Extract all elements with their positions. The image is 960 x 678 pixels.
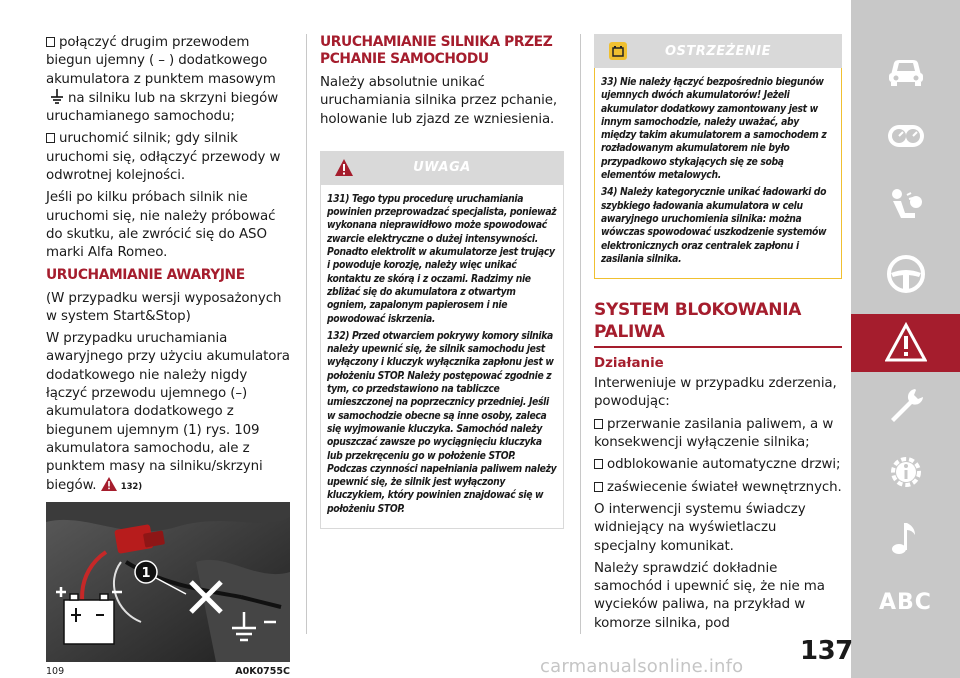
- caution-box: [320, 151, 564, 529]
- warning-131: 131) Tego typu procedurę uruchamiania powinien przeprowadzać specjalista, ponieważ wykonana nieprawidłowo może spowodować zwarcie elektryczne o dużej intensywności. Ponadto elektrolit w akumulatorze jest trujący i powoduje korozję, należy więc unikać kontaktu ze skórą i z oczami. Radzimy nie zbliżać się do akumulatora z otwartym ogniem, zapalonym papierosem i nie powodować iskrzenia.: [327, 192, 557, 325]
- sidebar-item-technical[interactable]: [851, 446, 960, 498]
- column-3: [594, 34, 842, 637]
- paragraph-intervenes: Interweniuje w przypadku zderzenia, powodując:: [594, 376, 837, 410]
- warning-33: 33) Nie należy łączyć bezpośrednio biegunów ujemnych dwóch akumulatorów! Jeżeli akumulator dodatkowy zamontowany jest w innym samochodzie, należy uważać, aby między takim akumulatorem a samochodem z rozładowanym akumulatorem nie było przypadkowo stykających się ze sobą elementów metalowych.: [601, 76, 827, 182]
- wrench-icon: [885, 385, 927, 427]
- dashboard-icon: [885, 115, 927, 157]
- bullet-fuel: przerwanie zasilania paliwem, a w konsekwencji wyłączenie silnika;: [594, 416, 834, 451]
- caution-label: UWAGA: [413, 160, 471, 176]
- svg-text:1: 1: [141, 565, 151, 581]
- paragraph-retry: Jeśli po kilku próbach silnik nie uruchomi się, nie należy próbować do skutku, ale zwrócić się do ASO marki Alfa Romeo.: [46, 190, 276, 261]
- bullet-box: [46, 133, 55, 143]
- airbag-seat-icon: [885, 185, 927, 227]
- paragraph-connect-ground: połączyć drugim przewodem biegun ujemny ( – ) dodatkowego akumulatora z punktem masowymna silniku lub na skrzyni biegów uruchamianego samochodu;: [46, 35, 279, 125]
- warning-label: OSTRZEŻENIE: [664, 43, 771, 59]
- bullet-doors: odblokowanie automatyczne drzwi;: [594, 456, 842, 474]
- figure-number: 109: [46, 665, 65, 677]
- column-2: [320, 34, 564, 529]
- paragraph-check: Należy sprawdzić dokładnie samochód i upewnić się, że nie ma wycieków paliwa, na przykład w komorze silnika, pod: [594, 560, 825, 631]
- warning-triangle-icon: [101, 477, 117, 491]
- column-divider: [580, 34, 581, 634]
- warning-box: [594, 34, 842, 279]
- sidebar-item-maintenance[interactable]: [851, 380, 960, 432]
- warning-34: 34) Należy kategorycznie unikać ładowarki do szybkiego ładowania akumulatora w celu awaryjnego uruchomienia silnika: można wówczas spowodować uszkodzenie systemów elektronicznych oraz centralek zapłonu i zasilania silnika.: [601, 186, 827, 265]
- index-label: ABC: [879, 589, 932, 615]
- warning-132: 132) Przed otwarciem pokrywy komory silnika należy upewnić się, że silnik samochodu jest wyłączony i kluczyk wyłącznika zapłonu jest w położeniu STOP. Należy postępować zgodnie z tym, co przedstawiono na tabliczce umieszczonej na poprzecznicy przedniej. Jeśli w samochodzie obecne są inne osoby, zaleca się wyjmowanie kluczyka. Samochód należy opuszczać zawsze po wyciągnięciu kluczyka lub przekręceniu go w położenie STOP. Podczas czynności napełniania paliwem należy upewnić się, że silnik jest wyłączony kluczykiem, który powinien znajdować się w położeniu STOP.: [327, 329, 557, 515]
- heading-fuel-cutoff: SYSTEM BLOKOWANIA PALIWA: [594, 300, 802, 343]
- sidebar-item-index[interactable]: [851, 576, 960, 628]
- steering-wheel-icon: [885, 253, 927, 295]
- ground-symbol-icon: [50, 89, 64, 105]
- bullet-lights: zaświecenie świateł wewnętrznych.: [594, 479, 842, 497]
- warning-body: [594, 68, 842, 279]
- sidebar-item-safety[interactable]: [851, 180, 960, 232]
- gear-info-icon: [885, 451, 927, 493]
- bullet-box: [594, 459, 603, 469]
- caution-header: [320, 151, 564, 185]
- heading-emergency-start: URUCHAMIANIE AWARYJNE: [46, 266, 245, 283]
- warning-header: [594, 34, 842, 68]
- bullet-box: [594, 419, 603, 429]
- paragraph-emergency: W przypadku uruchamiania awaryjnego przy użyciu akumulatora dodatkowego nie należy nigdy łączyć przewodu ujemnego (–) akumulatora dodatkowego z biegunem ujemnym (1) rys. 109 akumulatora samochodu, ale z punktem masy na silniku/skrzyni biegów. 132): [46, 331, 290, 493]
- chapter-sidebar: [851, 0, 960, 678]
- paragraph-display: O interwencji systemu świadczy widniejący na wyświetlaczu specjalny komunikat.: [594, 501, 806, 554]
- sidebar-item-multimedia[interactable]: [851, 512, 960, 564]
- page-number: 137: [800, 636, 853, 666]
- warning-triangle-icon: [334, 158, 354, 178]
- caution-body: [320, 185, 564, 529]
- sidebar-item-car[interactable]: [851, 44, 960, 96]
- heading-push-start: URUCHAMIANIE SILNIKA PRZEZ PCHANIE SAMOCHODU: [320, 34, 553, 67]
- paragraph-start-stop: (W przypadku wersji wyposażonych w system Start&Stop): [46, 290, 282, 324]
- figure-109: [46, 502, 290, 662]
- paragraph-push-start: Należy absolutnie unikać uruchamiania silnika przez pchanie, holowanie lub zjazd ze wzniesienia.: [320, 75, 558, 127]
- battery-warning-icon: [608, 41, 628, 61]
- sidebar-item-driving[interactable]: [851, 248, 960, 300]
- warning-icon: [885, 322, 927, 364]
- figure-caption: [46, 666, 290, 677]
- sidebar-item-emergency[interactable]: [851, 314, 960, 372]
- sidebar-item-dashboard[interactable]: [851, 110, 960, 162]
- column-divider: [306, 34, 307, 634]
- column-1: [46, 34, 290, 677]
- figure-code: A0K0755C: [235, 665, 290, 677]
- bullet-box: [594, 482, 603, 492]
- watermark: carmanualsonline.info: [540, 656, 744, 677]
- paragraph-start-engine: uruchomić silnik; gdy silnik uruchomi się, odłączyć przewody w odwrotnej kolejności.: [46, 131, 281, 184]
- music-note-icon: [885, 517, 927, 559]
- battery-illustration: [46, 502, 290, 662]
- heading-rule: [594, 346, 842, 348]
- subheading-operation: Działanie: [594, 356, 664, 372]
- car-icon: [885, 49, 927, 91]
- bullet-box: [46, 37, 55, 47]
